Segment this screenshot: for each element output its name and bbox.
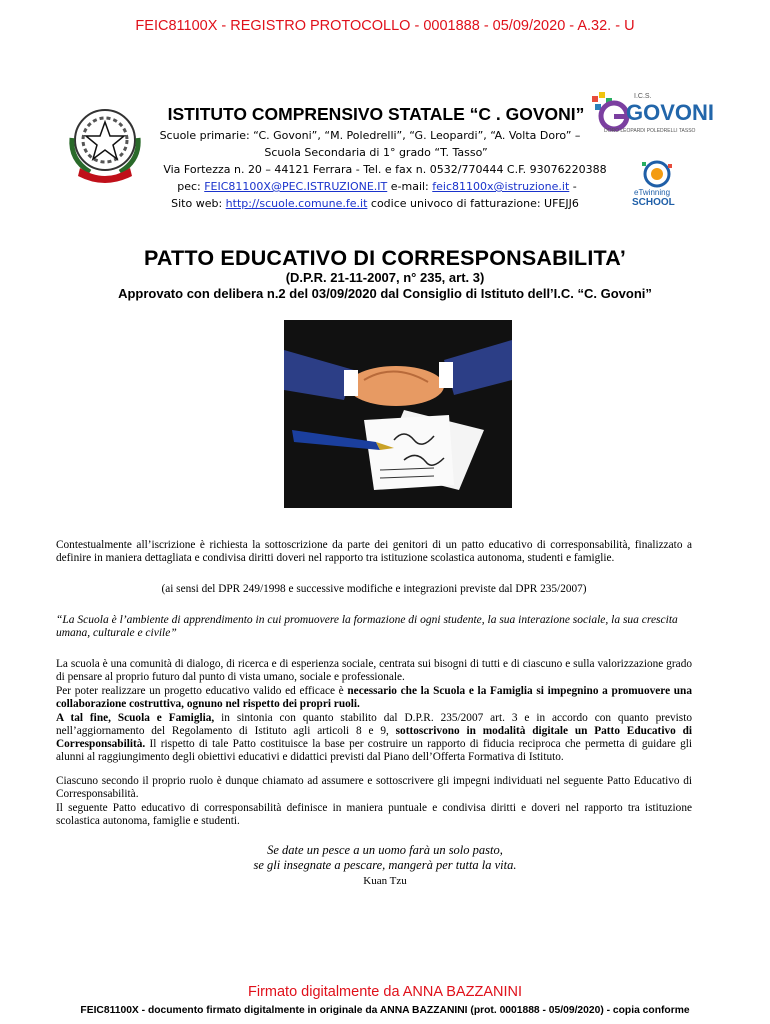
web-label: Sito web:: [171, 197, 223, 210]
etwinning-school-label: SCHOOL: [632, 197, 675, 208]
footer-conformity-notice: FEIC81100X - documento firmato digitalmente in originale da ANNA BAZZANINI (prot. 0001888 - 05/09/2020) - copia conforme: [80, 1005, 690, 1016]
school-name: ISTITUTO COMPRENSIVO STATALE “C . GOVONI”: [167, 104, 585, 124]
header-contacts-line: [152, 180, 602, 193]
proverb: [0, 843, 770, 873]
logo-prefix: I.C.S.: [634, 93, 652, 100]
email-suffix: -: [572, 180, 577, 193]
etwinning-school-logo: [630, 160, 685, 210]
document-title: PATTO EDUCATIVO DI CORRESPONSABILITA’: [143, 246, 627, 270]
document-subtitle-law: (D.P.R. 21-11-2007, n° 235, art. 3): [285, 270, 485, 285]
paragraph-definition: Il seguente Patto educativo di corresponsabilità definisce in maniera puntuale e condivisa diritti e doveri nel rapporto tra istituzione scolastica autonoma, famiglie e studenti.: [56, 802, 692, 827]
invoice-code: codice univoco di fatturazione: UFEJJ6: [370, 197, 579, 210]
paragraph-collaboration-bold: necessario che la Scuola e la Famiglia si impegnino a promuovere una collaborazione costruttiva, ognuno nel rispetto dei propri ruoli.: [56, 685, 692, 710]
pec-link[interactable]: FEIC81100X@PEC.ISTRUZIONE.IT: [204, 180, 388, 193]
etwinning-label: eTwinning: [634, 188, 671, 197]
proverb-line-1: Se date un pesce a un uomo farà un solo pasto,: [267, 843, 503, 857]
email-label: e-mail:: [390, 180, 429, 193]
document-subtitle-approval: Approvato con delibera n.2 del 03/09/2020 dal Consiglio di Istituto dell’I.C. “C. Govoni”: [118, 286, 652, 301]
dpr-reference-note: (ai sensi del DPR 249/1998 e successive modifiche e integrazioni previste dal DPR 235/2007): [161, 583, 587, 595]
pec-label: pec:: [177, 180, 201, 193]
paragraph-collaboration: [56, 685, 692, 711]
digital-signature-notice: Firmato digitalmente da ANNA BAZZANINI: [248, 984, 522, 1000]
proverb-line-2: se gli insegnate a pescare, mangerà per tutta la vita.: [253, 858, 517, 872]
italian-republic-emblem: [60, 98, 150, 188]
website-link[interactable]: http://scuole.comune.fe.it: [225, 197, 368, 210]
school-mission-quote: “La Scuola è l’ambiente di apprendimento in cui promuovere la formazione di ogni studente, la sua interazione sociale, la sua crescita umana, culturale e civile”: [56, 614, 678, 639]
govoni-logo: [590, 90, 715, 138]
header-address-line: Via Fortezza n. 20 – 44121 Ferrara - Tel. e fax n. 0532/770444 C.F. 93076220388: [163, 163, 607, 176]
proverb-author: Kuan Tzu: [363, 875, 407, 887]
logo-caption: DORO LEOPARDI POLEDRELLI TASSO: [604, 128, 696, 134]
intro-paragraph: Contestualmente all’iscrizione è richiesta la sottoscrizione da parte dei genitori di un patto educativo di corresponsabilità, finalizzato a definire in maniera dettagliata e condivisa diritti doveri nel rapporto tra istituzione scolastica autonoma, studenti e famiglie.: [56, 539, 692, 564]
email-link[interactable]: feic81100x@istruzione.it: [432, 180, 570, 193]
agreement-bold: sottoscrivono in modalità digitale un Patto Educativo di Corresponsabilità.: [56, 725, 692, 750]
paragraph-community: La scuola è una comunità di dialogo, di ricerca e di esperienza sociale, centrata sui bisogni di tutti e di ciascuno e sulla valorizzazione grado di pensare al proprio futuro dal punto di vista umano, sociale e professionale.: [56, 658, 692, 683]
protocol-stamp: FEIC81100X - REGISTRO PROTOCOLLO - 0001888 - 05/09/2020 - A.32. - U: [135, 18, 635, 34]
header-web-line: [145, 197, 605, 210]
handshake-signing-illustration: [284, 320, 512, 508]
header-secondary-line: Scuola Secondaria di 1° grado “T. Tasso”: [264, 146, 488, 159]
header-schools-line: Scuole primarie: “C. Govoni”, “M. Poledrelli”, “G. Leopardi”, “A. Volta Doro” –: [159, 129, 581, 142]
agreement-lead: A tal fine, Scuola e Famiglia,: [56, 712, 215, 724]
paragraph-agreement: [56, 712, 692, 764]
agreement-text-2: Il rispetto di tale Patto costituisce la base per costruire un rapporto di fiducia reciproca che permetta di guidare gli alunni al raggiungimento degli obiettivi educativi e didattici previsti dal Piano dell’Offerta Formativa di Istituto.: [56, 738, 692, 763]
paragraph-roles: Ciascuno secondo il proprio ruolo è dunque chiamato ad assumere e sottoscrivere gli impegni individuati nel seguente Patto Educativo di Corresponsabilità.: [56, 775, 692, 800]
agreement-text-1: in sintonia con quanto stabilito dal D.P.R. 235/2007 art. 3 e in accordo con quanto previsto nell’aggiornamento del Regolamento di Istituto agli articoli 8 e 9,: [56, 712, 692, 737]
logo-name: GOVONI: [626, 100, 715, 125]
paragraph-collaboration-text: Per poter realizzare un progetto educativo valido ed efficace è: [56, 685, 348, 697]
